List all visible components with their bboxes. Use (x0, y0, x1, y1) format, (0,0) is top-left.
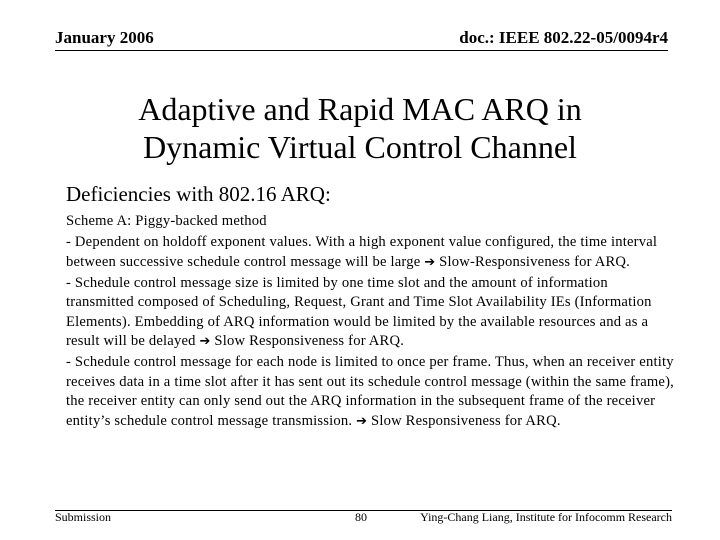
header-doc-id: doc.: IEEE 802.22-05/0094r4 (459, 28, 668, 47)
bullet-point-1-result: Slow-Responsiveness for ARQ. (435, 253, 631, 270)
right-arrow-icon: ➔ (424, 254, 436, 270)
bullet-point-1 (66, 233, 676, 272)
bullet-point-3 (66, 353, 676, 431)
slide-title-line-1: Adaptive and Rapid MAC ARQ in (138, 91, 582, 127)
bullet-point-2-text: - Schedule control message size is limited by one time slot and the amount of information transmitted composed of Scheduling, Request, Grant and Time Slot Availability IEs (Information Elements). Embedding of ARQ information would be limited by the available resources and as a result will be delayed (66, 274, 652, 349)
section-heading: Deficiencies with 802.16 ARQ: (66, 182, 331, 206)
bullet-point-1-text: - Dependent on holdoff exponent values. With a high exponent value configured, the time interval between successive schedule control message will be large (66, 234, 658, 270)
bullet-point-3-result: Slow Responsiveness for ARQ. (367, 412, 561, 429)
right-arrow-icon: ➔ (356, 413, 368, 429)
slide-body (66, 212, 676, 433)
header-date: January 2006 (55, 28, 154, 47)
bullet-point-2 (66, 274, 676, 352)
slide-title (0, 90, 720, 166)
slide-title-line-2: Dynamic Virtual Control Channel (143, 129, 577, 165)
page-number: 80 (355, 510, 367, 524)
scheme-label: Scheme A: Piggy-backed method (66, 213, 267, 229)
bullet-point-3-text: - Schedule control message for each node is limited to once per frame. Thus, when an receiver entity receives data in a time slot after it has sent out its schedule control message (within the same frame), the receiver entity can only send out the ARQ information in the subsequent frame of the receiver entity’s schedule control message transmission. (66, 354, 675, 429)
footer-submission: Submission (55, 510, 112, 524)
right-arrow-icon: ➔ (199, 334, 211, 349)
footer-author: Ying-Chang Liang, Institute for Infocomm Research (420, 510, 672, 524)
header-divider (55, 50, 668, 51)
bullet-point-2-result: Slow Responsiveness for ARQ. (210, 333, 405, 349)
